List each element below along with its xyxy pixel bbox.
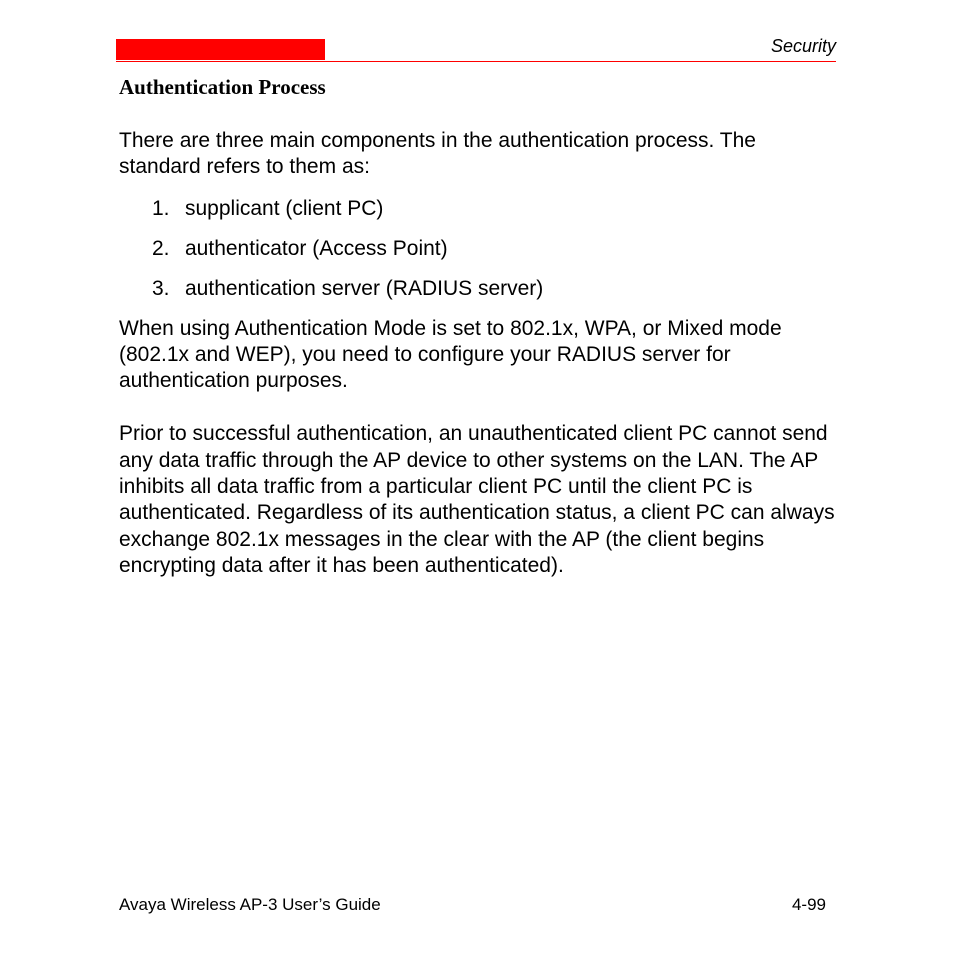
header-rule (116, 61, 836, 62)
section-heading: Authentication Process (119, 75, 326, 99)
header-section-title: Security (770, 36, 836, 56)
list-item-number: 3. (152, 276, 170, 300)
list-item-text: supplicant (client PC) (185, 196, 384, 220)
mode-paragraph: When using Authentication Mode is set to 802.1x, WPA, or Mixed mode (802.1x and WEP), you need to configure your RADIUS server for authentication purposes. (119, 316, 782, 393)
list-item (119, 236, 839, 262)
components-list (119, 196, 839, 302)
page-content (119, 74, 839, 579)
prior-paragraph: Prior to successful authentication, an unauthenticated client PC cannot send any data traffic through the AP device to other systems on the LAN. The AP inhibits all data traffic from a particular client PC until the client PC is authenticated. Regardless of its authentication status, a client PC can always exchange 802.1x messages in the clear with the AP (the client begins encrypting data after it has been authenticated). (119, 422, 835, 577)
list-item (119, 196, 839, 222)
list-item-text: authenticator (Access Point) (185, 236, 448, 260)
footer-page-number: 4-99 (791, 895, 826, 914)
list-item-number: 1. (152, 196, 170, 220)
footer-guide-title: Avaya Wireless AP-3 User’s Guide (119, 895, 381, 914)
list-item-text: authentication server (RADIUS server) (185, 276, 544, 300)
intro-paragraph: There are three main components in the authentication process. The standard refers to them as: (119, 129, 756, 179)
list-item (119, 276, 839, 302)
header-accent-bar (116, 39, 325, 60)
list-item-number: 2. (152, 236, 170, 260)
